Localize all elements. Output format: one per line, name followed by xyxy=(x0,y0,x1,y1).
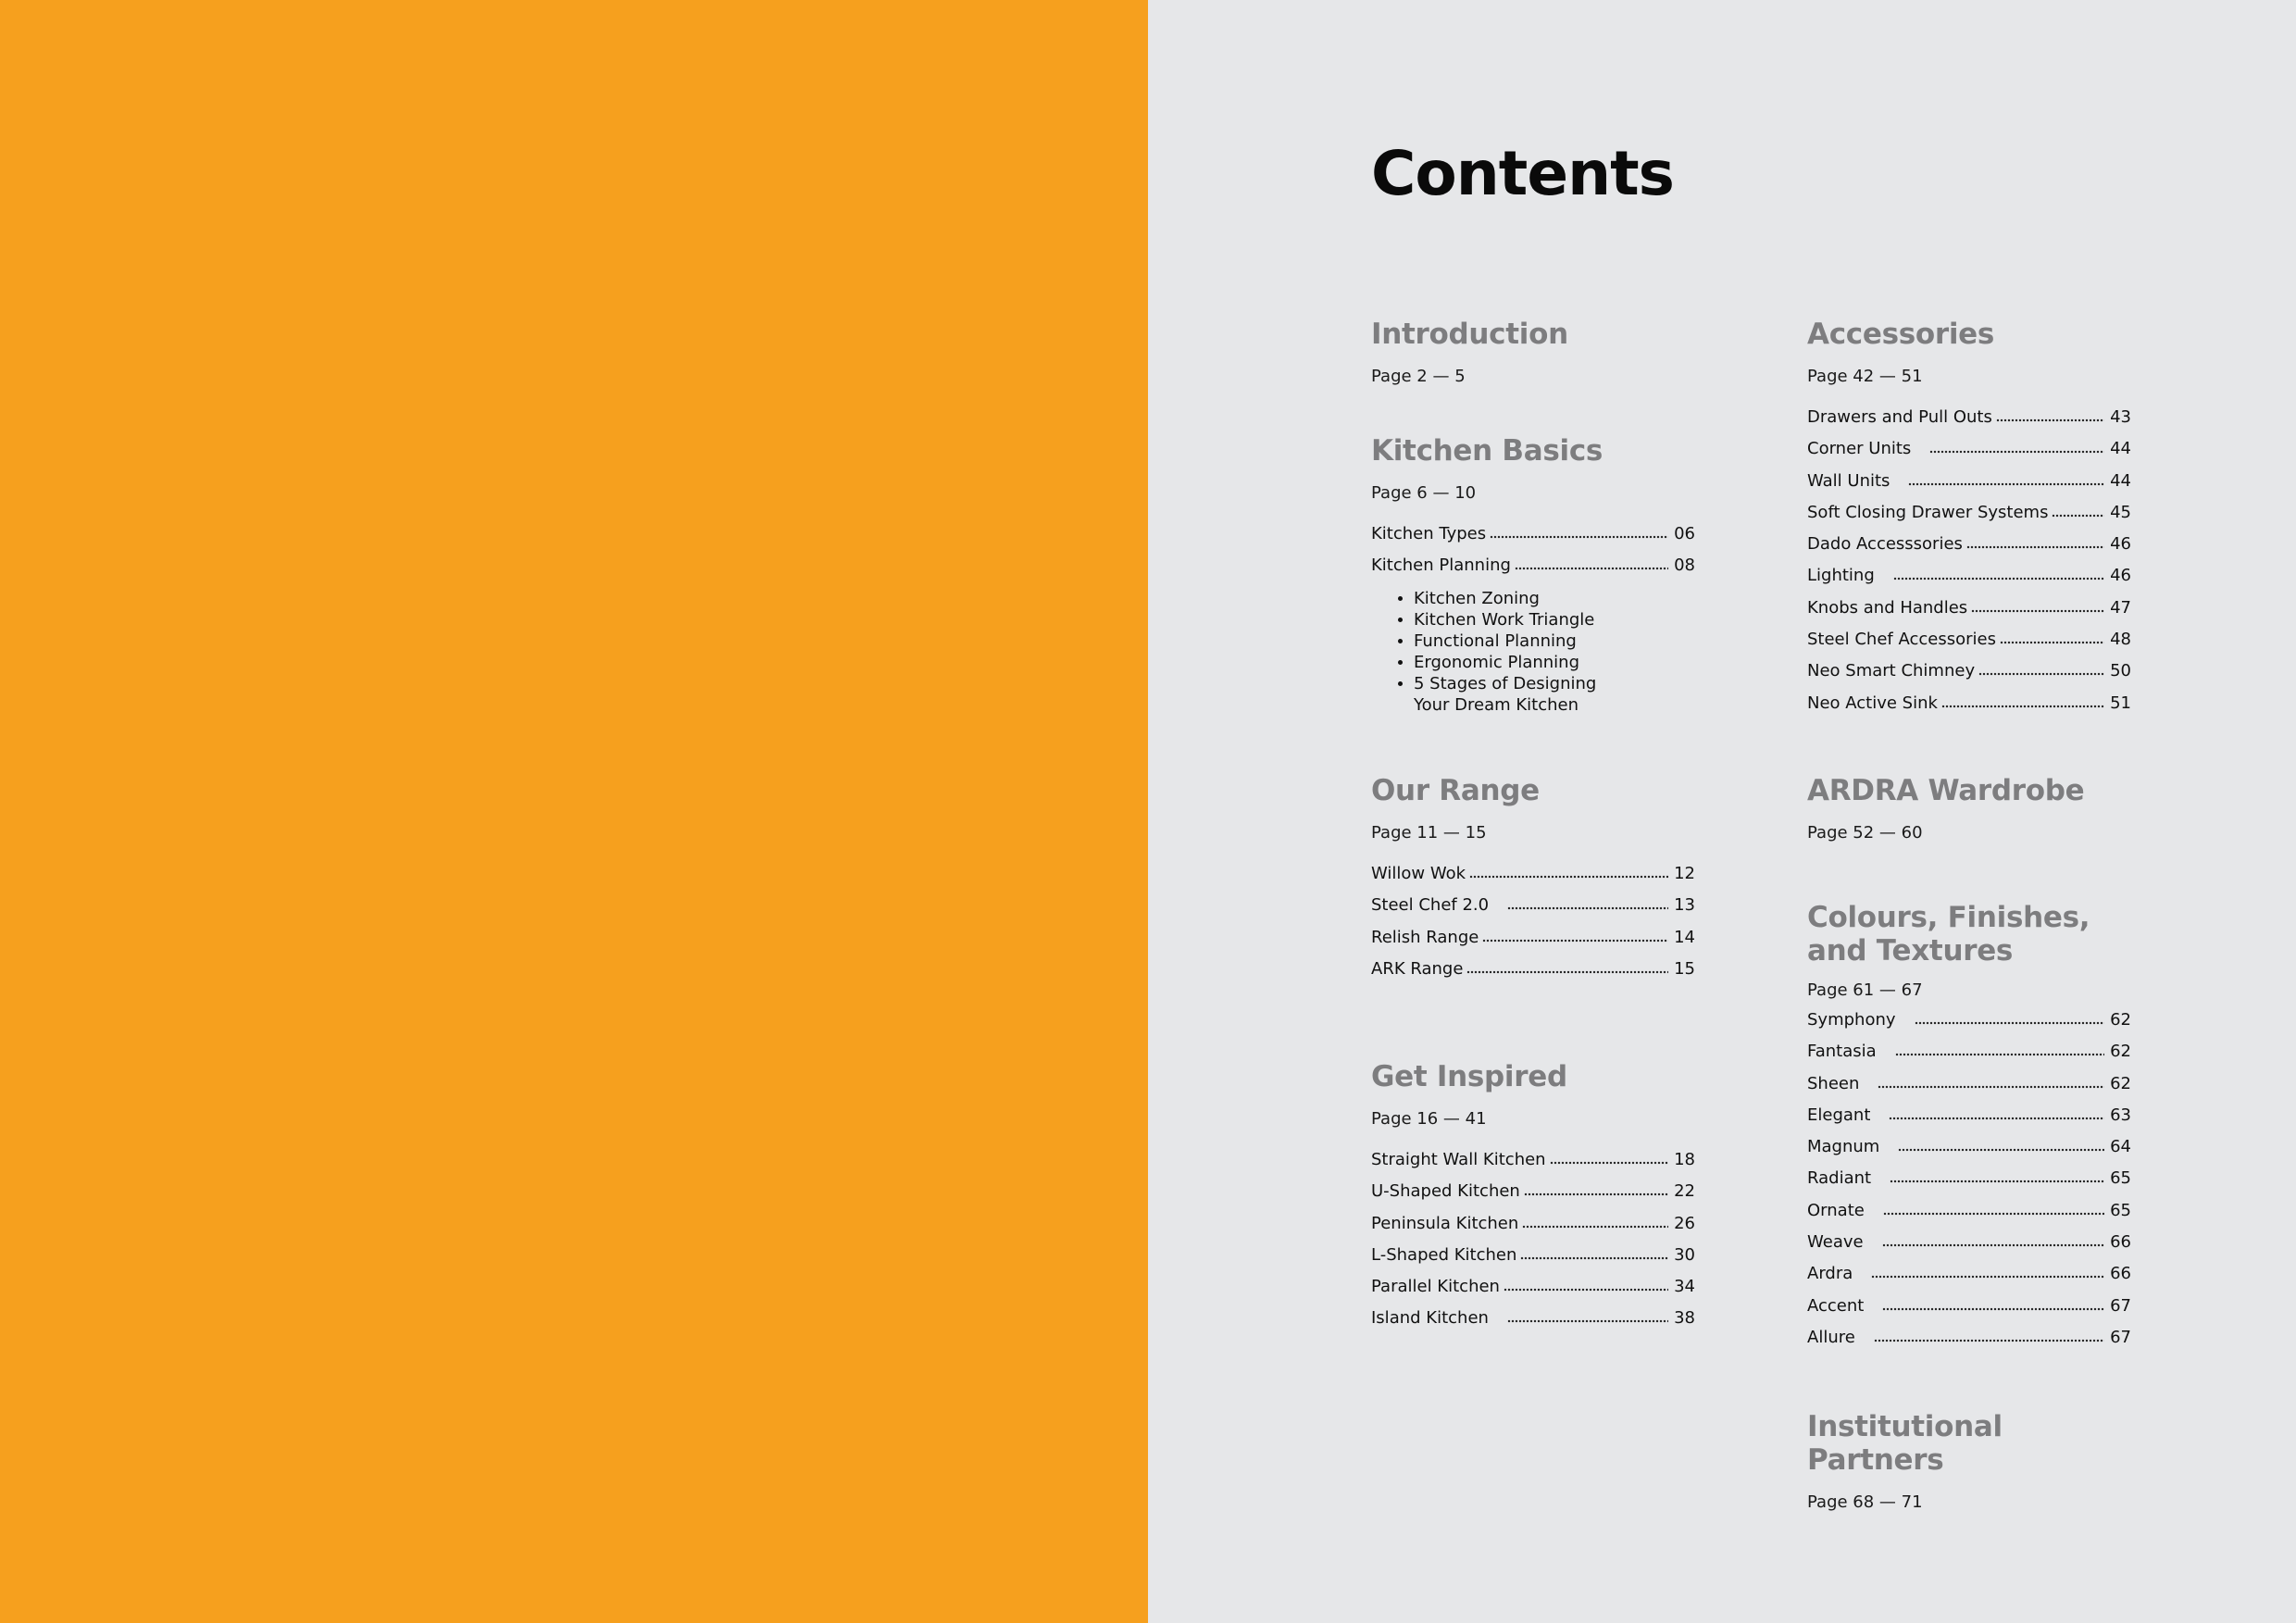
section-title: ARDRA Wardrobe xyxy=(1807,774,2085,807)
section-introduction xyxy=(1371,318,1695,387)
dot-leader xyxy=(1908,473,2104,486)
page-title: Contents xyxy=(1371,138,1674,209)
entry-label: Neo Active Sink xyxy=(1807,693,1938,713)
toc-entry[interactable] xyxy=(1807,1201,2131,1232)
entry-label: Ardra xyxy=(1807,1264,1853,1284)
entry-label: Parallel Kitchen xyxy=(1371,1277,1500,1297)
entry-label: Elegant xyxy=(1807,1105,1871,1125)
entry-page-number: 66 xyxy=(2110,1232,2131,1253)
subtopic-list xyxy=(1371,588,1695,716)
dot-leader xyxy=(1871,1266,2104,1279)
entry-page-number: 48 xyxy=(2110,630,2131,650)
dot-leader xyxy=(1889,1107,2104,1120)
toc-list xyxy=(1807,1010,2131,1359)
toc-entry[interactable] xyxy=(1807,1264,2131,1295)
dot-leader xyxy=(1941,695,2104,708)
toc-entry[interactable] xyxy=(1807,1137,2131,1168)
entry-page-number: 13 xyxy=(1674,895,1695,916)
entry-label: Drawers and Pull Outs xyxy=(1807,407,1992,427)
toc-list xyxy=(1371,864,1695,991)
entry-page-number: 65 xyxy=(2110,1200,2131,1220)
toc-entry[interactable] xyxy=(1807,1232,2131,1264)
toc-entry[interactable] xyxy=(1371,928,1695,959)
dot-leader xyxy=(1469,866,1668,879)
toc-entry[interactable] xyxy=(1807,661,2131,693)
dot-leader xyxy=(1515,557,1668,570)
entry-page-number: 34 xyxy=(1674,1277,1695,1297)
dot-leader xyxy=(1482,930,1668,943)
dot-leader xyxy=(1978,663,2104,676)
entry-label: Relish Range xyxy=(1371,927,1479,947)
entry-label: Fantasia xyxy=(1807,1042,1877,1062)
entry-page-number: 12 xyxy=(1674,864,1695,883)
dot-leader xyxy=(1490,526,1668,539)
subtopic-item[interactable]: • Functional Planning xyxy=(1414,630,1695,652)
entry-page-number: 67 xyxy=(2110,1295,2131,1316)
entry-page-number: 26 xyxy=(1674,1213,1695,1233)
entry-page-number: 62 xyxy=(2110,1073,2131,1093)
subtopic-item[interactable]: • Kitchen Work Triangle xyxy=(1414,609,1695,630)
toc-entry[interactable] xyxy=(1371,864,1695,895)
dot-leader xyxy=(1929,441,2104,454)
dot-leader xyxy=(1882,1234,2105,1247)
dot-leader xyxy=(1966,536,2104,549)
entry-label: Neo Smart Chimney xyxy=(1807,661,1976,681)
page-range: Page 68 — 71 xyxy=(1807,1492,1923,1512)
section-our-range xyxy=(1371,774,1695,991)
section-title: Institutional Partners xyxy=(1807,1410,2003,1477)
entry-page-number: 62 xyxy=(2110,1042,2131,1062)
dot-leader xyxy=(1878,1076,2104,1089)
section-title: Accessories xyxy=(1807,318,1995,351)
entry-label: Ornate xyxy=(1807,1200,1865,1220)
entry-label: Sheen xyxy=(1807,1073,1860,1093)
toc-entry[interactable] xyxy=(1807,439,2131,470)
toc-entry[interactable] xyxy=(1371,556,1695,587)
entry-label: Straight Wall Kitchen xyxy=(1371,1150,1546,1169)
toc-entry[interactable] xyxy=(1807,1105,2131,1137)
toc-list xyxy=(1371,1150,1695,1341)
entry-page-number: 14 xyxy=(1674,927,1695,947)
entry-page-number: 38 xyxy=(1674,1308,1695,1329)
toc-entry[interactable] xyxy=(1371,1214,1695,1245)
toc-entry[interactable] xyxy=(1371,1308,1695,1340)
dot-leader xyxy=(1898,1139,2104,1152)
dot-leader xyxy=(1466,961,1668,974)
page-range: Page 2 — 5 xyxy=(1371,367,1466,386)
entry-label: Willow Wok xyxy=(1371,864,1466,883)
entry-page-number: 63 xyxy=(2110,1105,2131,1125)
entry-label: Steel Chef Accessories xyxy=(1807,630,1996,650)
entry-label: ARK Range xyxy=(1371,958,1464,979)
toc-entry[interactable] xyxy=(1371,895,1695,927)
toc-entry[interactable] xyxy=(1807,534,2131,566)
toc-entry[interactable] xyxy=(1807,1168,2131,1200)
toc-entry[interactable] xyxy=(1371,959,1695,991)
entry-page-number: 64 xyxy=(2110,1137,2131,1157)
page-range: Page 61 — 67 xyxy=(1807,980,1923,1000)
section-colours-finishes xyxy=(1807,901,2131,1359)
toc-entry[interactable] xyxy=(1807,1328,2131,1359)
entry-page-number: 44 xyxy=(2110,470,2131,491)
toc-entry[interactable] xyxy=(1807,1010,2131,1042)
page-range: Page 16 — 41 xyxy=(1371,1109,1487,1129)
toc-entry[interactable] xyxy=(1807,1042,2131,1073)
dot-leader xyxy=(1890,1170,2104,1183)
section-accessories xyxy=(1807,318,2131,725)
toc-entry[interactable] xyxy=(1371,1181,1695,1213)
entry-label: Magnum xyxy=(1807,1137,1880,1157)
entry-page-number: 30 xyxy=(1674,1244,1695,1265)
dot-leader xyxy=(1893,568,2104,581)
section-institutional-partners xyxy=(1807,1410,2131,1513)
entry-page-number: 06 xyxy=(1674,524,1695,543)
dot-leader xyxy=(1971,600,2104,613)
dot-leader xyxy=(2052,505,2104,518)
entry-label: U-Shaped Kitchen xyxy=(1371,1181,1520,1202)
entry-page-number: 45 xyxy=(2110,502,2131,522)
entry-label: Dado Accesssories xyxy=(1807,534,1963,555)
toc-entry[interactable] xyxy=(1807,1074,2131,1105)
entry-page-number: 47 xyxy=(2110,597,2131,618)
subtopic-item[interactable]: • Kitchen Zoning xyxy=(1414,588,1695,609)
entry-label: Knobs and Handles xyxy=(1807,597,1968,618)
toc-entry[interactable] xyxy=(1371,1277,1695,1308)
toc-entry[interactable] xyxy=(1371,1150,1695,1181)
subtopic-item[interactable]: • Ergonomic Planning xyxy=(1414,652,1695,673)
entry-page-number: 44 xyxy=(2110,439,2131,459)
toc-entry[interactable] xyxy=(1807,407,2131,439)
toc-entry[interactable] xyxy=(1807,1296,2131,1328)
toc-list xyxy=(1371,524,1695,588)
toc-entry[interactable] xyxy=(1371,1245,1695,1277)
entry-page-number: 67 xyxy=(2110,1327,2131,1347)
entry-page-number: 46 xyxy=(2110,534,2131,555)
entry-label: Kitchen Planning xyxy=(1371,556,1511,576)
page-range: Page 11 — 15 xyxy=(1371,823,1487,843)
entry-label: Steel Chef 2.0 xyxy=(1371,895,1490,916)
dot-leader xyxy=(2000,631,2104,644)
dot-leader xyxy=(1550,1152,1669,1165)
page-range: Page 42 — 51 xyxy=(1807,367,1923,386)
entry-page-number: 22 xyxy=(1674,1181,1695,1202)
entry-page-number: 43 xyxy=(2110,407,2131,427)
entry-page-number: 62 xyxy=(2110,1010,2131,1030)
dot-leader xyxy=(1524,1183,1668,1196)
toc-entry[interactable] xyxy=(1807,693,2131,725)
entry-page-number: 15 xyxy=(1674,958,1695,979)
section-title: Colours, Finishes, and Textures xyxy=(1807,901,2090,968)
entry-label: Symphony xyxy=(1807,1010,1896,1030)
dot-leader xyxy=(1883,1203,2104,1216)
dot-leader xyxy=(1522,1216,1668,1229)
dot-leader xyxy=(1507,897,1668,910)
entry-page-number: 46 xyxy=(2110,566,2131,586)
entry-page-number: 51 xyxy=(2110,693,2131,713)
entry-label: Radiant xyxy=(1807,1168,1872,1189)
dot-leader xyxy=(1507,1310,1668,1323)
dot-leader xyxy=(1520,1247,1668,1260)
section-get-inspired xyxy=(1371,1060,1695,1341)
toc-entry[interactable] xyxy=(1807,566,2131,597)
entry-label: Peninsula Kitchen xyxy=(1371,1213,1519,1233)
section-title: Our Range xyxy=(1371,774,1540,807)
dot-leader xyxy=(1915,1012,2105,1025)
dot-leader xyxy=(1882,1298,2104,1311)
entry-page-number: 08 xyxy=(1674,556,1695,576)
toc-entry[interactable] xyxy=(1807,598,2131,630)
entry-page-number: 50 xyxy=(2110,661,2131,681)
toc-entry[interactable] xyxy=(1807,503,2131,534)
toc-list xyxy=(1807,407,2131,725)
page-range: Page 6 — 10 xyxy=(1371,483,1477,503)
dot-leader xyxy=(1996,409,2104,422)
entry-label: Corner Units xyxy=(1807,439,1912,459)
dot-leader xyxy=(1874,1330,2104,1342)
entry-label: Soft Closing Drawer Systems xyxy=(1807,502,2049,522)
dot-leader xyxy=(1504,1279,1668,1292)
section-kitchen-basics xyxy=(1371,434,1695,716)
entry-label: Weave xyxy=(1807,1232,1864,1253)
entry-label: Lighting xyxy=(1807,566,1875,586)
subtopic-item[interactable]: • 5 Stages of Designing Your Dream Kitchen xyxy=(1414,673,1695,716)
entry-label: L-Shaped Kitchen xyxy=(1371,1244,1517,1265)
dot-leader xyxy=(1895,1043,2104,1056)
entry-page-number: 66 xyxy=(2110,1264,2131,1284)
entry-label: Kitchen Types xyxy=(1371,524,1487,543)
entry-label: Allure xyxy=(1807,1327,1855,1347)
page-range: Page 52 — 60 xyxy=(1807,823,1923,843)
entry-page-number: 18 xyxy=(1674,1150,1695,1169)
entry-page-number: 65 xyxy=(2110,1168,2131,1189)
entry-label: Island Kitchen xyxy=(1371,1308,1489,1329)
entry-label: Wall Units xyxy=(1807,470,1890,491)
section-title: Introduction xyxy=(1371,318,1568,351)
section-title: Get Inspired xyxy=(1371,1060,1567,1093)
toc-entry[interactable] xyxy=(1371,524,1695,556)
toc-entry[interactable] xyxy=(1807,471,2131,503)
entry-label: Accent xyxy=(1807,1295,1865,1316)
section-ardra-wardrobe xyxy=(1807,774,2131,843)
section-title: Kitchen Basics xyxy=(1371,434,1603,468)
toc-entry[interactable] xyxy=(1807,630,2131,661)
